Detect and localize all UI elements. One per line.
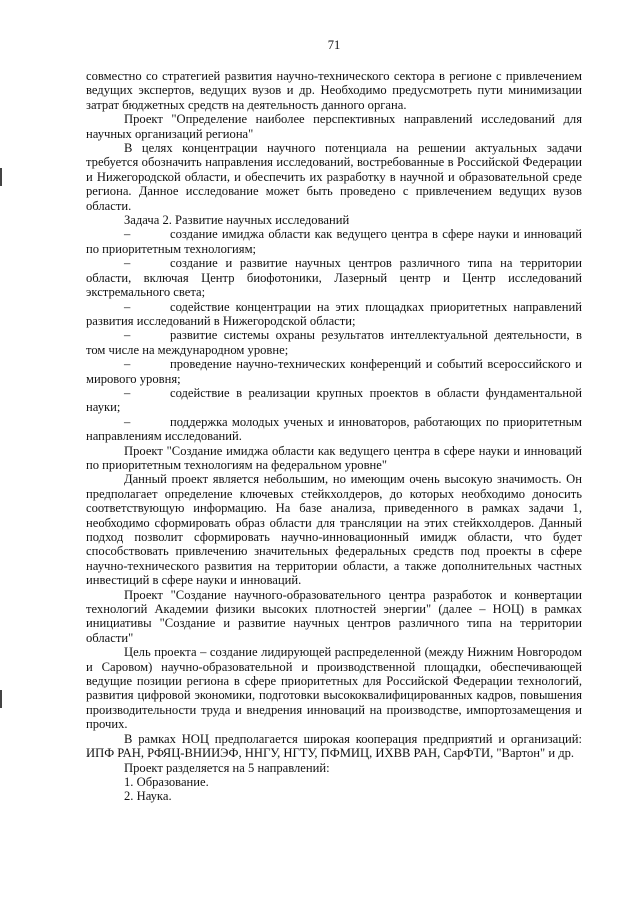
paragraph-continuation: совместно со стратегией развития научно-технического сектора в регионе с привлечением ведущих экспертов, ведущих вузов и др. Необходимо предусмотреть пути минимизации затрат бюджетных средств на деятельность данного органа. xyxy=(86,69,582,112)
list-item: – содействие в реализации крупных проектов в области фундаментальной науки; xyxy=(86,385,582,415)
scan-edge-mark xyxy=(0,690,2,708)
task-2-heading: Задача 2. Развитие научных исследований xyxy=(124,213,350,228)
project-heading-noc: Проект "Создание научного-образовательного центра разработок и конвертации технологий Академии физики высоких плотностей энергии" (далее – НОЦ) в рамках инициативы "Создание и развитие научных центров различного типа на территории области" xyxy=(86,587,582,645)
direction-item: 1. Образование. xyxy=(124,774,209,789)
list-item: – содействие концентрации на этих площадках приоритетных направлений развития исследований в Нижегородской области; xyxy=(86,299,582,328)
project-heading-research-directions: Проект "Определение наиболее перспективных направлений исследований для научных организаций региона" xyxy=(86,112,582,141)
scan-edge-mark xyxy=(0,168,2,186)
paragraph-research-concentration: В целях концентрации научного потенциала на решении актуальных задачи требуется обозначить направления исследований, востребованные в Российской Федерации и Нижегородской области, и обеспечить их разработку в научной и образовательной среде региона. Данное исследование может быть проведено с привлечением ведущих вузов области. xyxy=(86,141,582,213)
list-item: – проведение научно-технических конференций и событий всероссийского и мирового уровня; xyxy=(86,357,582,386)
direction-item: 2. Наука. xyxy=(124,789,172,804)
list-item: – создание и развитие научных центров различного типа на территории области, включая Центр биофотоники, Лазерный центр и Центр исследований экстремального света; xyxy=(86,256,582,300)
paragraph-noc-goal: Цель проекта – создание лидирующей распределенной (между Нижним Новгородом и Саровом) научно-образовательной и производственной площадки, обеспечивающей ведущие позиции региона в сфере приоритетных для Российской Федерации технологий, развития цифровой экономики, подготовки высококвалифицированных кадров, повышения производительности труда и внедрения инноваций на производстве, импортозамещения и прочих. xyxy=(86,645,582,732)
project-heading-image: Проект "Создание имиджа области как ведущего центра в сфере науки и инноваций по приоритетным технологиям на федеральном уровне" xyxy=(86,443,582,472)
list-item: – создание имиджа области как ведущего центра в сфере науки и инноваций по приоритетным технологиям; xyxy=(86,227,582,256)
document-body xyxy=(86,69,582,804)
list-item: – поддержка молодых ученых и инноваторов, работающих по приоритетным направлениям исследований. xyxy=(86,414,582,444)
list-item: – развитие системы охраны результатов интеллектуальной деятельности, в том числе на международном уровне; xyxy=(86,328,582,357)
paragraph-noc-cooperation: В рамках НОЦ предполагается широкая кооперация предприятий и организаций: ИПФ РАН, РФЯЦ-ВНИИЭФ, ННГУ, НГТУ, ПФМИЦ, ИХВВ РАН, СарФТИ, "Вартон" и др. xyxy=(86,731,582,761)
paragraph-directions-intro: Проект разделяется на 5 направлений: xyxy=(124,760,330,775)
paragraph-image-project: Данный проект является небольшим, но имеющим очень высокую значимость. Он предполагает определение ключевых стейкхолдеров, до которых необходимо доносить соответствующую информацию. На базе анализа, приведенного в рамках задачи 1, необходимо сформировать образ области для трансляции на этих стейкхолдеров. Данный подход позволит сформировать научно-инновационный имидж области, что будет способствовать привлечению значительных федеральных средств под проекты в сфере научно-технического развития на территории области, а также дополнительных частных инвестиций в сфере науки и инноваций. xyxy=(86,472,582,588)
page-number: 71 xyxy=(327,38,341,52)
